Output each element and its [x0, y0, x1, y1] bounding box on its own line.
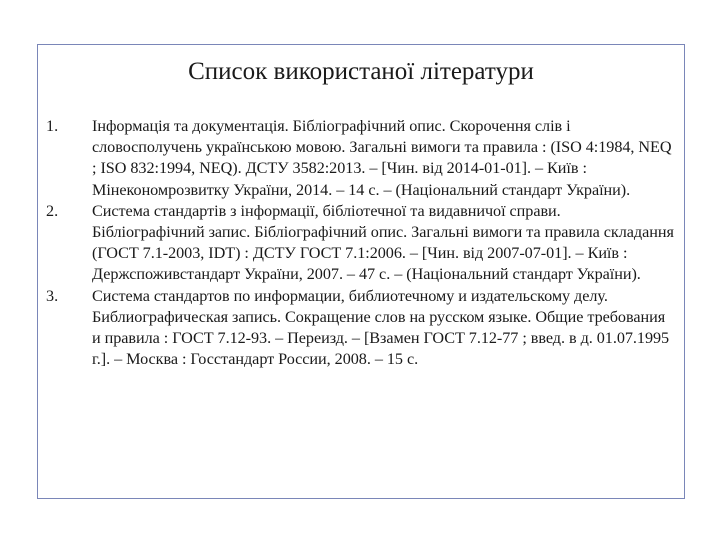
reference-item-1	[46, 116, 676, 201]
slide	[37, 44, 685, 499]
reference-number: 2.	[46, 201, 59, 220]
reference-text: Система стандартов по информации, библиотечному и издательскому делу. Библиографическая запись. Сокращение слов на русском языке. Общие требования и правила : ГОСТ 7.12-93. – Переизд. – [Взамен ГОСТ 7.12-77 ; введ. в д. 01.07.1995 г.]. – Москва : Госстандарт России, 2008. – 15 с.	[92, 286, 670, 369]
reference-text: Інформація та документація. Бібліографічний опис. Скорочення слів і словосполучень українською мовою. Загальні вимоги та правила : (ISO 4:1984, NEQ ; ISO 832:1994, NEQ). ДСТУ 3582:2013. – [Чин. від 2014-01-01]. – Київ : Мінекономрозвитку України, 2014. – 14 с. – (Національний стандарт України).	[92, 117, 672, 199]
slide-title: Список використаної літератури	[188, 58, 534, 85]
reference-item-2	[46, 201, 676, 286]
reference-list	[46, 116, 676, 370]
reference-number: 1.	[46, 117, 59, 135]
reference-text: Система стандартів з інформації, бібліотечної та видавничої справи. Бібліографічний запис. Бібліографічний опис. Загальні вимоги та правила складання (ГОСТ 7.1-2003, IDT) : ДСТУ ГОСТ 7.1:2006. – [Чин. від 2007-07-01]. – Київ : Держспоживстандарт України, 2007. – 47 с. – (Національний стандарт України).	[92, 201, 674, 284]
reference-item-3	[46, 286, 676, 371]
reference-number: 3.	[46, 286, 59, 305]
